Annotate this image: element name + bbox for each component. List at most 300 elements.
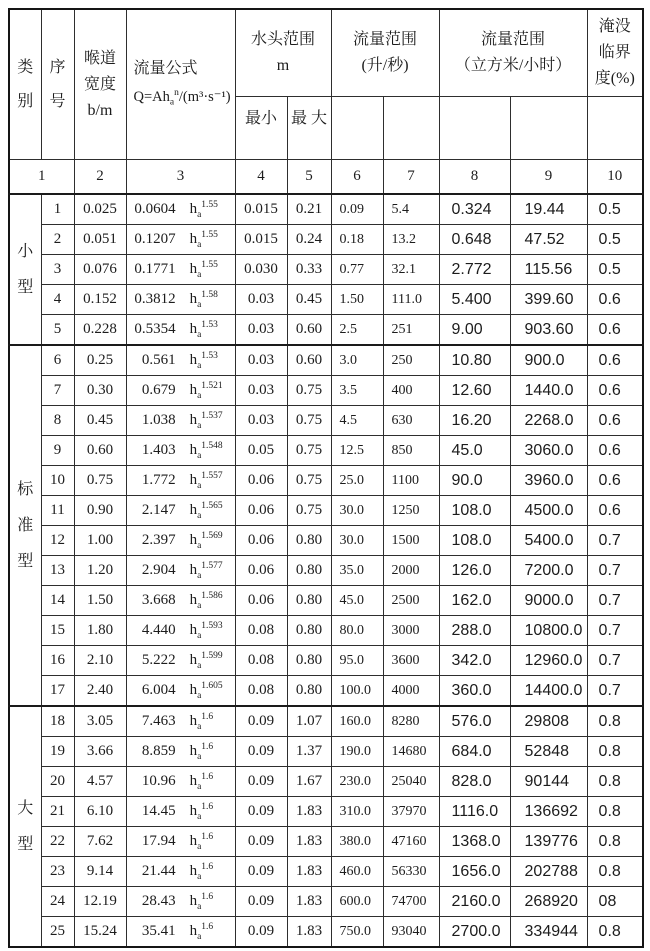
flow-formula-cell: 0.679 $h_a^{1.521}$ xyxy=(126,376,235,406)
header-flow-formula xyxy=(126,9,235,160)
throat-width-cell: 0.60 xyxy=(74,436,126,466)
flow-ls-min-cell: 95.0 xyxy=(331,646,383,676)
flow-ls-min-cell: 460.0 xyxy=(331,857,383,887)
submergence-cell: 0.7 xyxy=(587,676,643,707)
head-min-cell: 0.09 xyxy=(235,706,287,737)
head-max-cell: 0.75 xyxy=(287,436,331,466)
formula-expression: $Q=Ah_a^n/(m^3\cdot s^{-1})$ xyxy=(133,87,231,108)
throat-width-cell: 4.57 xyxy=(74,767,126,797)
flow-m3h-min-cell: 9.00 xyxy=(439,315,510,346)
head-max-cell: 0.80 xyxy=(287,586,331,616)
submergence-cell: 0.6 xyxy=(587,496,643,526)
flow-m3h-min-cell: 0.324 xyxy=(439,194,510,225)
table-row xyxy=(9,526,643,556)
flow-ls-min-cell: 3.0 xyxy=(331,345,383,376)
submergence-cell: 0.6 xyxy=(587,285,643,315)
head-max-cell: 1.67 xyxy=(287,767,331,797)
head-max-cell: 1.37 xyxy=(287,737,331,767)
flow-ls-max-cell: 74700 xyxy=(383,887,439,917)
header-head-range: 水头范围 m xyxy=(235,9,331,97)
flow-formula-cell: 0.5354 $h_a^{1.53}$ xyxy=(126,315,235,346)
serial-number-cell: 5 xyxy=(41,315,74,346)
flow-formula-cell: 0.561 $h_a^{1.53}$ xyxy=(126,345,235,376)
submergence-cell: 0.5 xyxy=(587,194,643,225)
table-row xyxy=(9,827,643,857)
head-min-cell: 0.03 xyxy=(235,376,287,406)
flow-m3h-min-cell: 16.20 xyxy=(439,406,510,436)
flow-m3h-max-cell: 900.0 xyxy=(510,345,587,376)
serial-number-cell: 15 xyxy=(41,616,74,646)
column-number: 5 xyxy=(287,160,331,195)
formula-title: 流量公式 xyxy=(133,59,198,77)
flow-m3h-max-cell: 19.44 xyxy=(510,194,587,225)
column-number: 6 xyxy=(331,160,383,195)
column-number: 1 xyxy=(9,160,74,195)
serial-number-cell: 13 xyxy=(41,556,74,586)
head-max-cell: 0.80 xyxy=(287,616,331,646)
table-row xyxy=(9,285,643,315)
submergence-cell: 0.7 xyxy=(587,616,643,646)
flow-ls-max-cell: 4000 xyxy=(383,676,439,707)
throat-width-cell: 1.80 xyxy=(74,616,126,646)
flow-m3h-max-cell: 3060.0 xyxy=(510,436,587,466)
flow-ls-min-cell: 2.5 xyxy=(331,315,383,346)
serial-number-cell: 7 xyxy=(41,376,74,406)
flow-ls-min-cell: 1.50 xyxy=(331,285,383,315)
submergence-cell: 0.6 xyxy=(587,315,643,346)
submergence-cell: 0.8 xyxy=(587,767,643,797)
table-row xyxy=(9,706,643,737)
flume-spec-table xyxy=(8,8,644,948)
throat-width-cell: 0.30 xyxy=(74,376,126,406)
flow-ls-min-cell: 35.0 xyxy=(331,556,383,586)
throat-width-cell: 15.24 xyxy=(74,917,126,948)
head-min-cell: 0.05 xyxy=(235,436,287,466)
flow-formula-cell: 17.94 $h_a^{1.6}$ xyxy=(126,827,235,857)
flow-ls-max-cell: 3000 xyxy=(383,616,439,646)
flow-m3h-max-cell: 7200.0 xyxy=(510,556,587,586)
column-number: 7 xyxy=(383,160,439,195)
flow-ls-min-cell: 310.0 xyxy=(331,797,383,827)
category-group-cell: 大 型 xyxy=(9,706,41,947)
header-empty-cell xyxy=(383,97,439,160)
flow-formula-cell: 7.463 $h_a^{1.6}$ xyxy=(126,706,235,737)
flow-m3h-max-cell: 52848 xyxy=(510,737,587,767)
flow-ls-min-cell: 25.0 xyxy=(331,466,383,496)
flow-ls-max-cell: 25040 xyxy=(383,767,439,797)
submergence-cell: 0.7 xyxy=(587,646,643,676)
head-max-cell: 0.33 xyxy=(287,255,331,285)
head-min-cell: 0.03 xyxy=(235,406,287,436)
flow-m3h-max-cell: 10800.0 xyxy=(510,616,587,646)
head-max-cell: 0.60 xyxy=(287,345,331,376)
serial-number-cell: 24 xyxy=(41,887,74,917)
flow-m3h-min-cell: 288.0 xyxy=(439,616,510,646)
flow-m3h-max-cell: 139776 xyxy=(510,827,587,857)
flow-m3h-min-cell: 2.772 xyxy=(439,255,510,285)
submergence-cell: 0.6 xyxy=(587,345,643,376)
flow-m3h-min-cell: 360.0 xyxy=(439,676,510,707)
column-number: 9 xyxy=(510,160,587,195)
submergence-cell: 0.6 xyxy=(587,466,643,496)
flow-ls-max-cell: 1500 xyxy=(383,526,439,556)
flow-formula-cell: 3.668 $h_a^{1.586}$ xyxy=(126,586,235,616)
table-row xyxy=(9,496,643,526)
table-row xyxy=(9,225,643,255)
head-max-cell: 1.83 xyxy=(287,857,331,887)
serial-number-cell: 19 xyxy=(41,737,74,767)
flow-ls-min-cell: 100.0 xyxy=(331,676,383,707)
serial-number-cell: 21 xyxy=(41,797,74,827)
head-max-cell: 0.80 xyxy=(287,526,331,556)
throat-width-cell: 0.152 xyxy=(74,285,126,315)
head-min-cell: 0.08 xyxy=(235,646,287,676)
head-min-cell: 0.09 xyxy=(235,887,287,917)
flow-ls-min-cell: 190.0 xyxy=(331,737,383,767)
throat-width-cell: 9.14 xyxy=(74,857,126,887)
head-min-cell: 0.09 xyxy=(235,827,287,857)
flow-ls-min-cell: 0.18 xyxy=(331,225,383,255)
flow-m3h-max-cell: 90144 xyxy=(510,767,587,797)
flow-formula-cell: 5.222 $h_a^{1.599}$ xyxy=(126,646,235,676)
flow-m3h-max-cell: 903.60 xyxy=(510,315,587,346)
flow-m3h-max-cell: 115.56 xyxy=(510,255,587,285)
throat-width-cell: 0.25 xyxy=(74,345,126,376)
flow-formula-cell: 2.397 $h_a^{1.569}$ xyxy=(126,526,235,556)
flow-m3h-min-cell: 1656.0 xyxy=(439,857,510,887)
throat-width-cell: 0.45 xyxy=(74,406,126,436)
flow-ls-max-cell: 1100 xyxy=(383,466,439,496)
head-max-cell: 1.83 xyxy=(287,797,331,827)
flow-m3h-min-cell: 108.0 xyxy=(439,496,510,526)
head-min-cell: 0.03 xyxy=(235,315,287,346)
head-max-cell: 0.80 xyxy=(287,556,331,586)
column-number: 10 xyxy=(587,160,643,195)
flow-m3h-max-cell: 9000.0 xyxy=(510,586,587,616)
flow-ls-max-cell: 56330 xyxy=(383,857,439,887)
table-row xyxy=(9,586,643,616)
flow-m3h-min-cell: 2160.0 xyxy=(439,887,510,917)
head-max-cell: 0.75 xyxy=(287,376,331,406)
head-max-cell: 0.75 xyxy=(287,496,331,526)
table-row xyxy=(9,436,643,466)
throat-width-cell: 0.228 xyxy=(74,315,126,346)
header-category: 类 别 xyxy=(9,9,41,160)
flow-ls-min-cell: 80.0 xyxy=(331,616,383,646)
flow-m3h-min-cell: 828.0 xyxy=(439,767,510,797)
flow-ls-max-cell: 251 xyxy=(383,315,439,346)
head-max-cell: 0.80 xyxy=(287,676,331,707)
header-max: 最 大 xyxy=(287,97,331,160)
flow-ls-min-cell: 30.0 xyxy=(331,526,383,556)
submergence-cell: 0.8 xyxy=(587,797,643,827)
throat-width-cell: 1.00 xyxy=(74,526,126,556)
flow-formula-cell: 1.038 $h_a^{1.537}$ xyxy=(126,406,235,436)
flow-ls-max-cell: 400 xyxy=(383,376,439,406)
header-empty-cell xyxy=(510,97,587,160)
serial-number-cell: 2 xyxy=(41,225,74,255)
header-submergence-limit: 淹没 临界 度(%) xyxy=(587,9,643,97)
table-row xyxy=(9,857,643,887)
submergence-cell: 0.7 xyxy=(587,526,643,556)
flow-ls-max-cell: 5.4 xyxy=(383,194,439,225)
submergence-cell: 08 xyxy=(587,887,643,917)
flow-ls-max-cell: 630 xyxy=(383,406,439,436)
throat-width-cell: 0.75 xyxy=(74,466,126,496)
submergence-cell: 0.6 xyxy=(587,406,643,436)
flow-formula-cell: 35.41 $h_a^{1.6}$ xyxy=(126,917,235,948)
head-min-cell: 0.08 xyxy=(235,676,287,707)
flow-ls-min-cell: 160.0 xyxy=(331,706,383,737)
flow-m3h-max-cell: 268920 xyxy=(510,887,587,917)
head-min-cell: 0.015 xyxy=(235,194,287,225)
submergence-cell: 0.8 xyxy=(587,827,643,857)
flow-m3h-min-cell: 1368.0 xyxy=(439,827,510,857)
head-min-cell: 0.09 xyxy=(235,797,287,827)
table-row xyxy=(9,676,643,707)
flow-ls-max-cell: 250 xyxy=(383,345,439,376)
column-number-row xyxy=(9,160,643,195)
table-row xyxy=(9,767,643,797)
serial-number-cell: 1 xyxy=(41,194,74,225)
submergence-cell: 0.8 xyxy=(587,857,643,887)
flow-formula-cell: 28.43 $h_a^{1.6}$ xyxy=(126,887,235,917)
table-row xyxy=(9,345,643,376)
serial-number-cell: 17 xyxy=(41,676,74,707)
flow-m3h-min-cell: 45.0 xyxy=(439,436,510,466)
head-min-cell: 0.06 xyxy=(235,586,287,616)
head-min-cell: 0.09 xyxy=(235,917,287,948)
submergence-cell: 0.6 xyxy=(587,376,643,406)
flow-formula-cell: 14.45 $h_a^{1.6}$ xyxy=(126,797,235,827)
category-group-cell: 小 型 xyxy=(9,194,41,345)
flow-m3h-max-cell: 202788 xyxy=(510,857,587,887)
throat-width-cell: 1.20 xyxy=(74,556,126,586)
flow-ls-min-cell: 380.0 xyxy=(331,827,383,857)
header-empty-cell xyxy=(439,97,510,160)
head-max-cell: 0.24 xyxy=(287,225,331,255)
head-min-cell: 0.030 xyxy=(235,255,287,285)
throat-width-cell: 0.076 xyxy=(74,255,126,285)
head-min-cell: 0.09 xyxy=(235,737,287,767)
flow-ls-max-cell: 14680 xyxy=(383,737,439,767)
flow-formula-cell: 1.772 $h_a^{1.557}$ xyxy=(126,466,235,496)
head-max-cell: 0.80 xyxy=(287,646,331,676)
serial-number-cell: 14 xyxy=(41,586,74,616)
flow-m3h-min-cell: 108.0 xyxy=(439,526,510,556)
flow-formula-cell: 0.1207 $h_a^{1.55}$ xyxy=(126,225,235,255)
submergence-cell: 0.8 xyxy=(587,706,643,737)
flow-ls-min-cell: 30.0 xyxy=(331,496,383,526)
submergence-cell: 0.8 xyxy=(587,737,643,767)
throat-width-cell: 3.05 xyxy=(74,706,126,737)
flow-ls-max-cell: 1250 xyxy=(383,496,439,526)
flow-m3h-max-cell: 4500.0 xyxy=(510,496,587,526)
flow-ls-max-cell: 37970 xyxy=(383,797,439,827)
flow-m3h-max-cell: 12960.0 xyxy=(510,646,587,676)
flow-m3h-max-cell: 3960.0 xyxy=(510,466,587,496)
table-row xyxy=(9,887,643,917)
head-max-cell: 0.45 xyxy=(287,285,331,315)
header-throat-width: 喉道 宽度 b/m xyxy=(74,9,126,160)
serial-number-cell: 23 xyxy=(41,857,74,887)
throat-width-cell: 12.19 xyxy=(74,887,126,917)
flow-ls-max-cell: 2000 xyxy=(383,556,439,586)
flow-formula-cell: 8.859 $h_a^{1.6}$ xyxy=(126,737,235,767)
serial-number-cell: 3 xyxy=(41,255,74,285)
flow-m3h-max-cell: 2268.0 xyxy=(510,406,587,436)
flow-ls-max-cell: 850 xyxy=(383,436,439,466)
flow-ls-max-cell: 2500 xyxy=(383,586,439,616)
head-max-cell: 0.75 xyxy=(287,406,331,436)
flow-m3h-max-cell: 29808 xyxy=(510,706,587,737)
flow-ls-min-cell: 0.09 xyxy=(331,194,383,225)
category-group-cell: 标 准 型 xyxy=(9,345,41,706)
flow-ls-min-cell: 12.5 xyxy=(331,436,383,466)
table-row xyxy=(9,556,643,586)
flow-m3h-min-cell: 1116.0 xyxy=(439,797,510,827)
head-max-cell: 1.07 xyxy=(287,706,331,737)
submergence-cell: 0.5 xyxy=(587,255,643,285)
serial-number-cell: 8 xyxy=(41,406,74,436)
throat-width-cell: 0.90 xyxy=(74,496,126,526)
head-min-cell: 0.06 xyxy=(235,466,287,496)
table-row xyxy=(9,194,643,225)
head-max-cell: 1.83 xyxy=(287,827,331,857)
header-flow-range-ls: 流量范围 (升/秒) xyxy=(331,9,439,97)
head-min-cell: 0.03 xyxy=(235,345,287,376)
header-serial-number: 序 号 xyxy=(41,9,74,160)
head-min-cell: 0.06 xyxy=(235,496,287,526)
throat-width-cell: 3.66 xyxy=(74,737,126,767)
head-min-cell: 0.08 xyxy=(235,616,287,646)
flow-m3h-min-cell: 12.60 xyxy=(439,376,510,406)
throat-width-cell: 0.051 xyxy=(74,225,126,255)
serial-number-cell: 10 xyxy=(41,466,74,496)
column-number: 8 xyxy=(439,160,510,195)
throat-width-cell: 2.40 xyxy=(74,676,126,707)
table-row xyxy=(9,616,643,646)
head-min-cell: 0.09 xyxy=(235,767,287,797)
serial-number-cell: 12 xyxy=(41,526,74,556)
flow-m3h-max-cell: 399.60 xyxy=(510,285,587,315)
submergence-cell: 0.8 xyxy=(587,917,643,948)
flow-formula-cell: 10.96 $h_a^{1.6}$ xyxy=(126,767,235,797)
serial-number-cell: 22 xyxy=(41,827,74,857)
header-empty-cell xyxy=(587,97,643,160)
table-row xyxy=(9,255,643,285)
flow-m3h-min-cell: 576.0 xyxy=(439,706,510,737)
flow-m3h-max-cell: 5400.0 xyxy=(510,526,587,556)
table-row xyxy=(9,917,643,948)
flow-formula-cell: 0.3812 $h_a^{1.58}$ xyxy=(126,285,235,315)
flow-ls-max-cell: 8280 xyxy=(383,706,439,737)
flow-ls-max-cell: 3600 xyxy=(383,646,439,676)
serial-number-cell: 18 xyxy=(41,706,74,737)
flow-m3h-min-cell: 162.0 xyxy=(439,586,510,616)
header-empty-cell xyxy=(331,97,383,160)
table-row xyxy=(9,406,643,436)
submergence-cell: 0.7 xyxy=(587,556,643,586)
head-max-cell: 0.21 xyxy=(287,194,331,225)
column-number: 3 xyxy=(126,160,235,195)
flow-formula-cell: 4.440 $h_a^{1.593}$ xyxy=(126,616,235,646)
flow-formula-cell: 21.44 $h_a^{1.6}$ xyxy=(126,857,235,887)
head-min-cell: 0.03 xyxy=(235,285,287,315)
flow-ls-min-cell: 4.5 xyxy=(331,406,383,436)
flow-m3h-min-cell: 342.0 xyxy=(439,646,510,676)
flow-ls-min-cell: 750.0 xyxy=(331,917,383,948)
flow-ls-max-cell: 32.1 xyxy=(383,255,439,285)
throat-width-cell: 1.50 xyxy=(74,586,126,616)
head-max-cell: 0.75 xyxy=(287,466,331,496)
head-max-cell: 1.83 xyxy=(287,917,331,948)
flow-m3h-max-cell: 14400.0 xyxy=(510,676,587,707)
flow-m3h-min-cell: 684.0 xyxy=(439,737,510,767)
serial-number-cell: 9 xyxy=(41,436,74,466)
header-row-top xyxy=(9,9,643,97)
flow-ls-min-cell: 0.77 xyxy=(331,255,383,285)
throat-width-cell: 0.025 xyxy=(74,194,126,225)
serial-number-cell: 25 xyxy=(41,917,74,948)
flow-ls-min-cell: 230.0 xyxy=(331,767,383,797)
flow-formula-cell: 1.403 $h_a^{1.548}$ xyxy=(126,436,235,466)
table-row xyxy=(9,376,643,406)
throat-width-cell: 7.62 xyxy=(74,827,126,857)
head-max-cell: 0.60 xyxy=(287,315,331,346)
column-number: 4 xyxy=(235,160,287,195)
flow-m3h-max-cell: 334944 xyxy=(510,917,587,948)
flow-formula-cell: 0.0604 $h_a^{1.55}$ xyxy=(126,194,235,225)
flow-m3h-max-cell: 136692 xyxy=(510,797,587,827)
flow-ls-min-cell: 600.0 xyxy=(331,887,383,917)
flow-ls-max-cell: 93040 xyxy=(383,917,439,948)
table-row xyxy=(9,737,643,767)
flow-formula-cell: 2.147 $h_a^{1.565}$ xyxy=(126,496,235,526)
flow-ls-min-cell: 3.5 xyxy=(331,376,383,406)
head-min-cell: 0.09 xyxy=(235,857,287,887)
table-row xyxy=(9,797,643,827)
flow-m3h-min-cell: 90.0 xyxy=(439,466,510,496)
flow-ls-min-cell: 45.0 xyxy=(331,586,383,616)
submergence-cell: 0.7 xyxy=(587,586,643,616)
flow-ls-max-cell: 47160 xyxy=(383,827,439,857)
flow-m3h-min-cell: 0.648 xyxy=(439,225,510,255)
flow-m3h-min-cell: 5.400 xyxy=(439,285,510,315)
header-min: 最小 xyxy=(235,97,287,160)
flow-m3h-max-cell: 1440.0 xyxy=(510,376,587,406)
flow-formula-cell: 6.004 $h_a^{1.605}$ xyxy=(126,676,235,707)
column-number: 2 xyxy=(74,160,126,195)
flow-formula-cell: 0.1771 $h_a^{1.55}$ xyxy=(126,255,235,285)
flow-m3h-max-cell: 47.52 xyxy=(510,225,587,255)
flow-m3h-min-cell: 126.0 xyxy=(439,556,510,586)
serial-number-cell: 20 xyxy=(41,767,74,797)
throat-width-cell: 6.10 xyxy=(74,797,126,827)
serial-number-cell: 11 xyxy=(41,496,74,526)
table-row xyxy=(9,466,643,496)
head-max-cell: 1.83 xyxy=(287,887,331,917)
table-row xyxy=(9,315,643,346)
flow-m3h-min-cell: 10.80 xyxy=(439,345,510,376)
header-flow-range-m3h: 流量范围 （立方米/小时） xyxy=(439,9,587,97)
flow-formula-cell: 2.904 $h_a^{1.577}$ xyxy=(126,556,235,586)
head-min-cell: 0.06 xyxy=(235,556,287,586)
throat-width-cell: 2.10 xyxy=(74,646,126,676)
table-row xyxy=(9,646,643,676)
serial-number-cell: 16 xyxy=(41,646,74,676)
flow-ls-max-cell: 13.2 xyxy=(383,225,439,255)
